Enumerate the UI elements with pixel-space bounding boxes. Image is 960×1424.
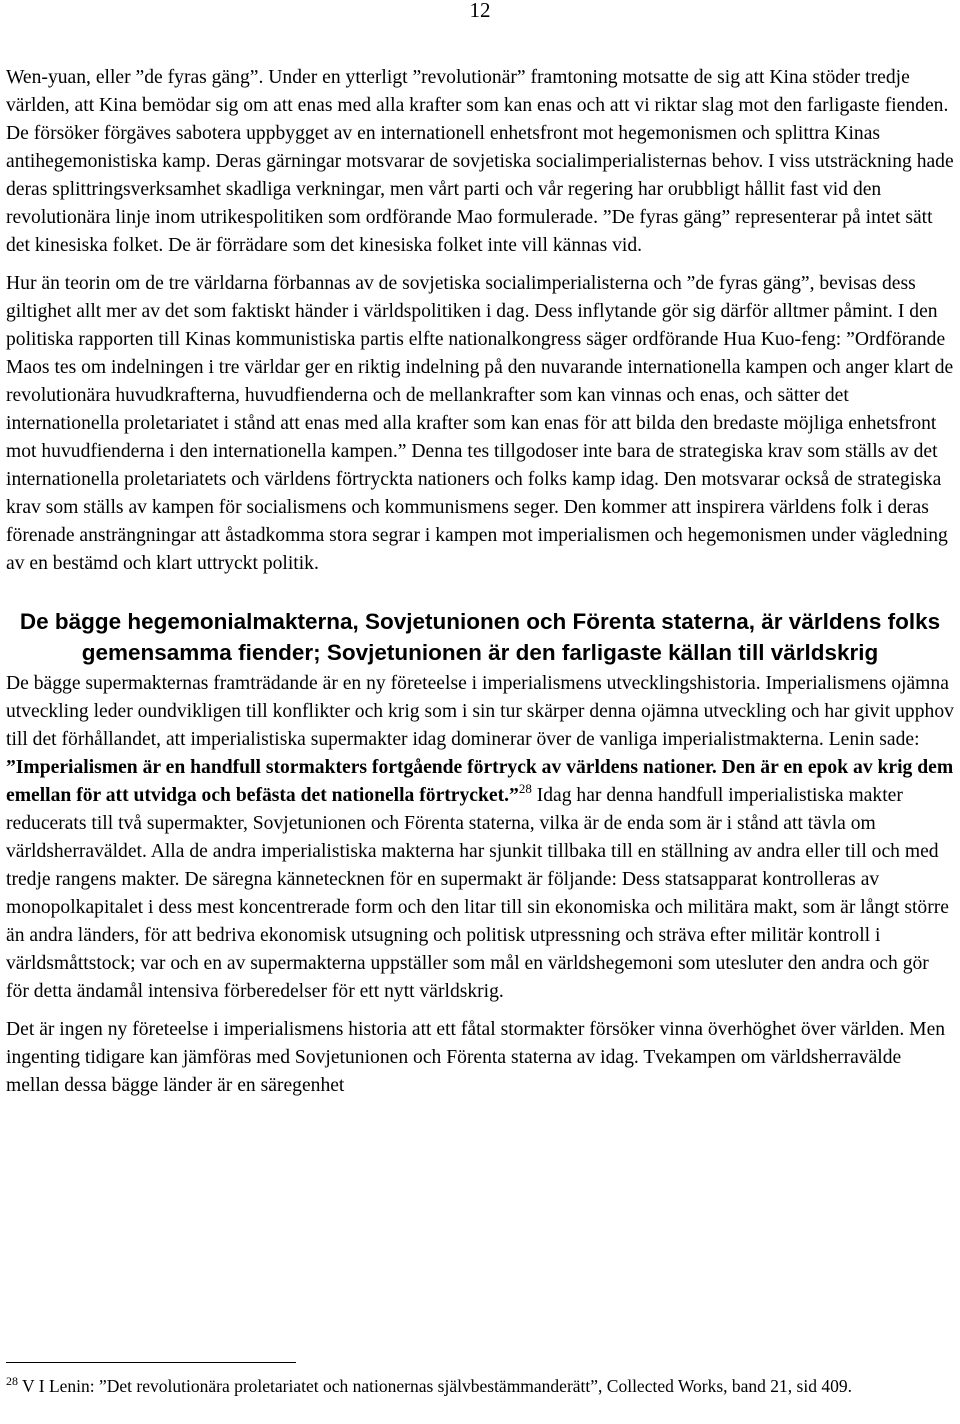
paragraph-2: Hur än teorin om de tre världarna förbannas av de sovjetiska socialimperialisterna och ”de fyras gäng”, bevisas dess giltighet allt mer av det som faktiskt händer i världspolitiken i dag. Dess inflytande gör sig därför alltmer påmint. I den politiska rapporten till Kinas kommunistiska partis elfte nationalkongress säger ordförande Hua Kuo-feng: ”Ordförande Maos tes om indelningen i tre världar ger en riktig indelning på den nuvarande internationella kampen och anger klart de revolutionära huvudkrafterna, huvudfienderna och de mellankrafter som kan vinnas och enas, och sätter det internationella proletariatet i stånd att enas med alla krafter som kan enas för att bilda den bredaste möjliga enhetsfront mot huvudfienderna i den internationella kampen.” Denna tes tillgodoser inte bara de strategiska krav som ställs av det internationella proletariatets och världens förtryckta nationers och folks kamp idag. Den motsvarar också de strategiska krav som ställs av kampen för socialismens och kommunismens seger. Den kommer att inspirera världens folk i deras förenade ansträngningar att åstadkomma stora segrar i kampen mot imperialismen och hegemonismen under vägledning av en bestämd och klart uttryckt politik. xyxy=(6,273,954,574)
paragraph-text-after-quote: Idag har denna handfull imperialistiska makter reducerats till två supermakter, Sovjetunionen och Förenta staterna, vilka är de enda som är i stånd att tävla om världsherraväldet. Alla de andra imperialistiska makterna har sjunkit tillbaka till en ställning av andra eller till och med tredje rangens makter. De säregna kännetecknen för en supermakt är följande: Dess statsapparat kontrolleras av monopolkapitalet i dess mest koncentrerade form och den litar till sin ekonomiska och militära makt, som är långt större än andra länders, för att bedriva ekonomisk utsugning och politisk utpressning och sträva efter militär kontroll i världsmåttstock; var och en av supermakterna uppställer som mål en världshegemoni som utesluter den andra och gör för detta ändamål intensiva förberedelser för ett nytt världskrig. xyxy=(6,785,949,1002)
body-text xyxy=(6,64,954,1100)
page-number: 12 xyxy=(469,0,491,22)
section-paragraph-2: Det är ingen ny företeelse i imperialismens historia att ett fåtal stormakter försöker vinna överhöghet över världen. Men ingenting tidigare kan jämföras med Sovjetunionen och Förenta staterna av idag. Tvekampen om världsherravälde mellan dessa bägge länder är en säregenhet xyxy=(6,1019,946,1096)
footnote-text: V I Lenin: ”Det revolutionära proletariatet och nationernas självbestämmanderätt”, Collected Works, band 21, sid 409. xyxy=(18,1376,852,1396)
footnote-divider xyxy=(6,1362,296,1363)
lenin-quote: ”Imperialismen är en handfull stormakters fortgående förtryck av världens nationer. Den är en epok av krig dem emellan för att utvidga och befästa det nationella förtrycket.” xyxy=(6,757,954,806)
section-paragraph-1 xyxy=(6,670,954,1006)
section-heading: De bägge hegemonialmakterna, Sovjetunionen och Förenta staterna, är världens folks gemensamma fiender; Sovjetunionen är den farligaste källan till världskrig xyxy=(19,609,941,665)
paragraph-1: Wen-yuan, eller ”de fyras gäng”. Under en ytterligt ”revolutionär” framtoning motsatte de sig att Kina stöder tredje världen, att Kina bemödar sig om att enas med alla krafter som kan enas och att vi riktar slag mot den farligaste fienden. De försöker förgäves sabotera uppbygget av en internationell enhetsfront mot hegemonismen och splittra Kinas antihegemonistiska kamp. Deras gärningar motsvarar de sovjetiska socialimperialisternas behov. I viss utsträckning hade deras splittringsverksamhet skadliga verkningar, men vårt parti och vår regering har orubbligt hållit fast vid den revolutionära linje inom utrikespolitiken som ordförande Mao formulerade. ”De fyras gäng” representerar på intet sätt det kinesiska folket. De är förrädare som det kinesiska folket inte vill kännas vid. xyxy=(6,67,954,256)
footnote-reference[interactable]: 28 xyxy=(518,781,532,796)
footnote xyxy=(6,1374,954,1399)
paragraph-text-before-quote: De bägge supermakternas framträdande är en ny företeelse i imperialismens utvecklingshistoria. Imperialismens ojämna utveckling leder oundvikligen till konflikter och krig som i sin tur skärper denna ojämna utveckling och har givit upphov till det förhållandet, att imperialistiska supermakter idag dominerar över de vanliga imperialistmakterna. Lenin sade: xyxy=(6,673,954,750)
footnote-number: 28 xyxy=(6,1374,18,1388)
